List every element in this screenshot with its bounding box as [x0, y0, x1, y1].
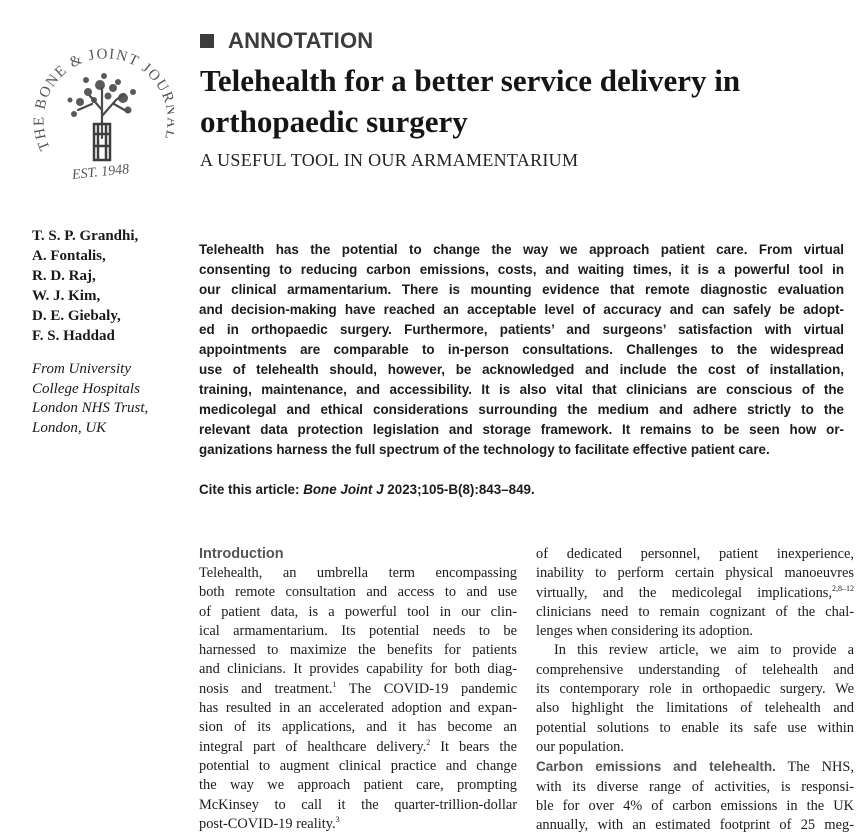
- abstract-line: consenting to reducing carbon emissions, costs, and waiting times, it is a powerful tool in: [199, 262, 844, 277]
- body-line: [199, 815, 517, 834]
- body-line: the way we approach patient care, prompting: [199, 777, 517, 794]
- logo-ring-text: THE BONE & JOINT JOU: [31, 46, 173, 153]
- body-line: ical armamentarium. Its potential needs to be: [199, 622, 517, 639]
- title-line: Telehealth for a better service delivery in: [200, 63, 741, 98]
- body-line: harnessed to maximize the benefits for patients: [199, 642, 517, 659]
- body-text: nosis and treatment.: [199, 680, 333, 697]
- body-line: [199, 738, 517, 757]
- body-text: The COVID-19 pandemic: [336, 680, 517, 697]
- body-line: [536, 757, 854, 777]
- abstract-line: appointments are comparable to in-person consultations. Challenges to the widespread: [199, 342, 844, 357]
- body-line: of dedicated personnel, patient inexperience,: [536, 546, 854, 562]
- body-text: integral part of healthcare delivery.: [199, 738, 427, 755]
- article-subtitle: A USEFUL TOOL IN OUR ARMAMENTARIUM: [200, 150, 579, 170]
- body-column-right: [536, 545, 854, 835]
- abstract-line: relevant data protection legislation and storage framework. It remains to be seen how or-: [199, 422, 844, 437]
- abstract-line: training, maintenance, and accessibility. It is also vital that clinicians are conscious of the: [199, 382, 844, 397]
- abstract-line: Telehealth has the potential to change the way we approach patient care. From virtual: [199, 242, 844, 257]
- citation-ref: 2023;105-B(8):843–849.: [387, 482, 535, 497]
- author-name: D. E. Giebaly,: [32, 308, 121, 324]
- section-tag-label: ANNOTATION: [228, 28, 374, 53]
- abstract-line: and decision-making have reached an acceptable level of accuracy and can safely be adopt-: [199, 302, 844, 317]
- body-text: It bears the: [430, 738, 517, 755]
- citation-label: Cite this article:: [199, 482, 300, 497]
- body-line: Telehealth, an umbrella term encompassing: [199, 565, 517, 581]
- logo-est-text: EST. 1948: [71, 162, 130, 183]
- reference-marker: 1: [332, 679, 337, 689]
- body-text: post-COVID-19 reality.: [199, 815, 336, 832]
- reference-marker: 2,8–12: [832, 583, 854, 593]
- body-line: inability to perform certain physical manoeuvres: [536, 565, 854, 582]
- affiliation-line: From University: [32, 361, 132, 377]
- article-title: [200, 60, 840, 142]
- author-name: T. S. P. Grandhi,: [32, 228, 139, 244]
- body-line: annually, with an estimated footprint of 25 meg-: [536, 817, 854, 834]
- abstract-line: ganizations harness the full spectrum of the technology to facilitate effective patient care.: [199, 442, 770, 457]
- body-line: ble for over 4% of carbon emissions in the UK: [536, 797, 854, 814]
- body-line: [199, 680, 517, 699]
- author-name: R. D. Raj,: [32, 268, 96, 284]
- body-line: clinicians need to remain cognizant of the chal-: [536, 603, 854, 620]
- section-tag: [200, 28, 373, 54]
- tree-emblem-icon: [28, 30, 174, 190]
- section-heading-introduction: Introduction: [199, 546, 284, 562]
- affiliation-line: London NHS Trust,: [32, 400, 149, 416]
- body-line: has resulted in an accelerated adoption and expan-: [199, 700, 517, 717]
- body-line: potential solutions to enable its safe use within: [536, 719, 854, 736]
- body-line: its contemporary role in orthopaedic surgery. We: [536, 681, 854, 698]
- abstract-line: medicolegal and ethical considerations surrounding the medium and adhere strictly to the: [199, 402, 844, 417]
- body-line: In this review article, we aim to provide a: [554, 642, 854, 659]
- author-name: W. J. Kim,: [32, 288, 101, 304]
- abstract-line: ed in orthopaedic surgery. Furthermore, patients’ and surgeons’ satisfaction with virtual: [199, 322, 844, 337]
- body-line: McKinsey to call it the quarter-trillion-dollar: [199, 796, 517, 813]
- citation-journal: Bone Joint J: [303, 482, 384, 497]
- reference-marker: 3: [335, 815, 340, 825]
- subsection-heading-carbon-emissions: Carbon emissions and telehealth.: [536, 759, 776, 775]
- author-name: F. S. Haddad: [32, 328, 115, 344]
- title-line: orthopaedic surgery: [200, 104, 468, 139]
- body-text: The NHS,: [775, 759, 854, 776]
- journal-logo: [28, 30, 174, 190]
- abstract-line: use of telehealth should, however, be acknowledged and include the cost of installation,: [199, 362, 844, 377]
- author-name: A. Fontalis,: [32, 248, 106, 264]
- abstract: [199, 240, 844, 460]
- body-line: lenges when considering its adoption.: [536, 623, 754, 640]
- citation: [199, 482, 535, 497]
- affiliation-line: College Hospitals: [32, 380, 140, 397]
- body-line: potential to augment clinical practice and change: [199, 757, 517, 774]
- body-line: and clinicians. It provides capability for both diag-: [199, 661, 517, 678]
- affiliation: [32, 360, 192, 438]
- affiliation-line: London, UK: [32, 419, 107, 436]
- body-text: virtually, and the medicolegal implications,: [536, 584, 832, 601]
- body-line: [536, 584, 854, 603]
- body-line: comprehensive understanding of telehealth and: [536, 661, 854, 678]
- body-line: also highlight the limitations of telehealth and: [536, 700, 854, 717]
- author-list: [32, 226, 192, 346]
- body-line: with its diverse range of activities, is responsi-: [536, 778, 854, 795]
- body-line: sion of its applications, and it has become an: [199, 719, 517, 736]
- body-line: both remote consultation and access to and use: [199, 584, 517, 601]
- body-column-left: [199, 545, 517, 834]
- square-bullet-icon: [200, 34, 214, 48]
- reference-marker: 2: [426, 737, 431, 747]
- body-line: of patient data, is a powerful tool in our clin-: [199, 603, 517, 620]
- abstract-line: our clinical armamentarium. There is mounting evidence that remote diagnostic evaluation: [199, 282, 844, 297]
- body-line: our population.: [536, 738, 624, 755]
